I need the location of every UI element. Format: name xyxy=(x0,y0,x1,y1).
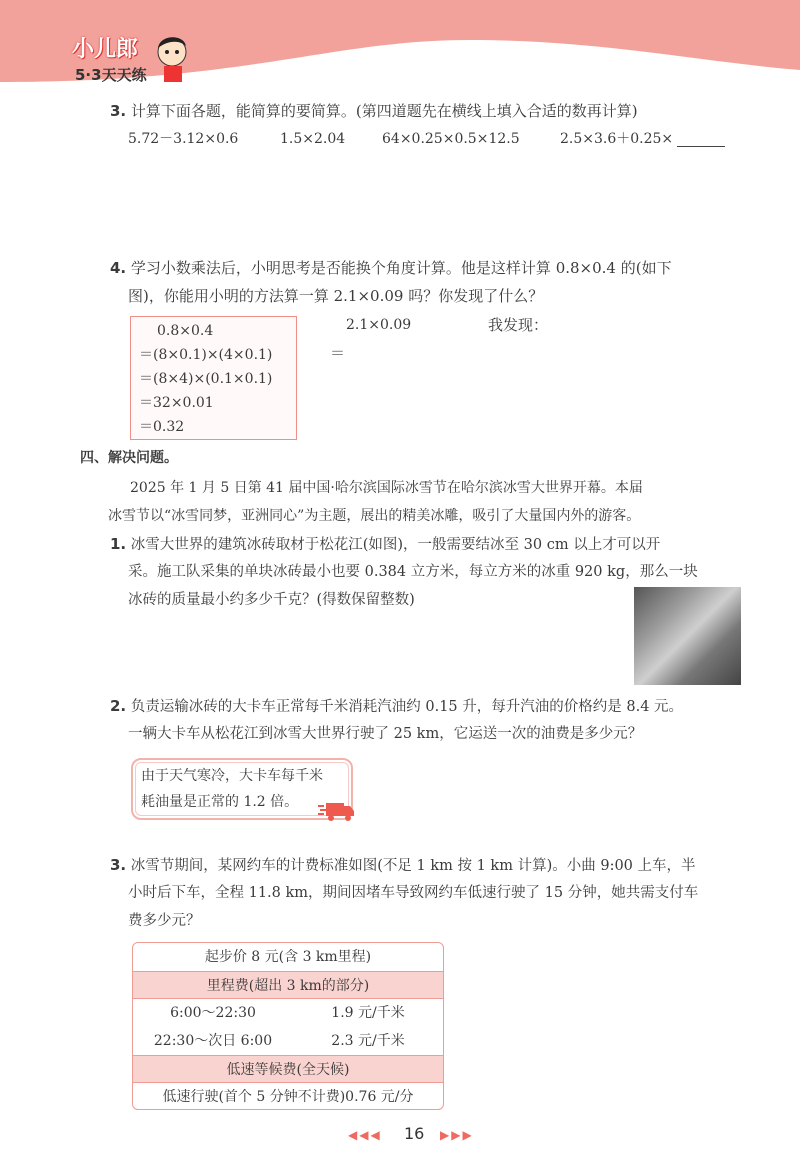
problem-2-line2: 一辆大卡车从松花江到冰雪大世界行驶了 25 km，它运送一次的油费是多少元？ xyxy=(128,726,643,742)
prev-arrows-icon: ◀◀◀ xyxy=(348,1128,382,1142)
brand-logo: 小儿郎 xyxy=(72,37,139,62)
expr-3: 64×0.25×0.5×12.5 xyxy=(382,131,520,147)
expr-1: 5.72－3.12×0.6 xyxy=(128,131,239,147)
page-number: 16 xyxy=(404,1124,425,1143)
mileage-row: 6:00～22:30 1.9 元/千米 xyxy=(170,1005,405,1021)
question-4-line1: 4. 学习小数乘法后，小明思考是否能换个角度计算。他是这样计算 0.8×0.4 的(如下 xyxy=(110,259,672,277)
next-arrows-icon: ▶▶▶ xyxy=(440,1128,474,1142)
intro-line1: 2025 年 1 月 5 日第 41 届中国·哈尔滨国际冰雪节在哈尔滨冰雪大世界开幕。本届 xyxy=(130,480,643,496)
wait-header: 低速等候费(全天候) xyxy=(133,1055,443,1083)
mileage-row: 22:30～次日 6:00 2.3 元/千米 xyxy=(153,1033,405,1049)
mileage-header: 里程费(超出 3 km的部分) xyxy=(133,971,443,999)
found-label: 我发现： xyxy=(488,316,549,334)
wait-row: 低速行驶(首个 5 分钟不计费)0.76 元/分 xyxy=(162,1089,414,1105)
example-line: ＝0.32 xyxy=(139,419,185,435)
problem-3-line3: 费多少元？ xyxy=(128,913,201,929)
start-price-row: 起步价 8 元(含 3 km里程) xyxy=(204,949,372,965)
problem-2-line1: 2. 负责运输冰砖的大卡车正常每千米消耗汽油约 0.15 升，每升汽油的价格约是 8.4 元。 xyxy=(110,697,684,715)
fill-blank[interactable] xyxy=(677,131,725,147)
example-line: ＝32×0.01 xyxy=(139,395,214,411)
question-4-line2: 图)，你能用小明的方法算一算 2.1×0.09 吗？你发现了什么？ xyxy=(128,287,544,305)
section-title: 四、解决问题。 xyxy=(80,450,178,466)
equals-sign: ＝ xyxy=(330,344,346,362)
problem-1-line1: 1. 冰雪大世界的建筑冰砖取材于松花江(如图)，一般需要结冰至 30 cm 以上才可以开 xyxy=(110,535,661,553)
series-logo: 5·3天天练 xyxy=(75,66,147,84)
problem-3-line1: 3. 冰雪节期间，某网约车的计费标准如图(不足 1 km 按 1 km 计算)。小曲 9:00 上车，半 xyxy=(110,856,696,874)
ice-brick-photo xyxy=(634,587,741,685)
example-line: ＝(8×0.1)×(4×0.1) xyxy=(139,347,273,363)
question-3-calc: 3. 计算下面各题，能简算的要简算。(第四道题先在横线上填入合适的数再计算) xyxy=(110,102,638,120)
truck-icon xyxy=(318,800,356,822)
expr-4: 2.5×3.6＋0.25× xyxy=(560,125,725,153)
hint-line: 由于天气寒冷，大卡车每千米 xyxy=(141,768,323,784)
intro-line2: 冰雪节以“冰雪同梦，亚洲同心”为主题，展出的精美冰雕，吸引了大量国内外的游客。 xyxy=(108,508,641,524)
mascot-icon xyxy=(150,32,195,84)
expr-2: 1.5×2.04 xyxy=(280,131,346,147)
problem-3-line2: 小时后下车，全程 11.8 km，期间因堵车导致网约车低速行驶了 15 分钟，她共需支付车 xyxy=(128,885,699,901)
problem-1-line2: 采。施工队采集的单块冰砖最小也要 0.384 立方米，每立方米的冰重 920 kg，那么一块 xyxy=(128,564,698,580)
fare-table xyxy=(132,942,444,1110)
hint-line: 耗油量是正常的 1.2 倍。 xyxy=(141,794,299,810)
example-line: 0.8×0.4 xyxy=(157,323,214,339)
example-note xyxy=(130,316,297,440)
problem-1-line3: 冰砖的质量最小约多少千克？(得数保留整数) xyxy=(128,592,415,608)
example-line: ＝(8×4)×(0.1×0.1) xyxy=(139,371,273,387)
task-expr: 2.1×0.09 xyxy=(346,317,412,333)
